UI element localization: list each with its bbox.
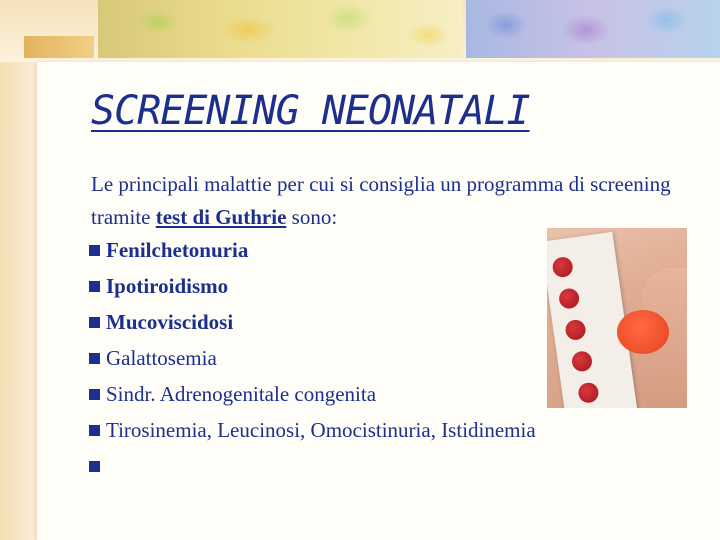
square-bullet-icon: [89, 425, 100, 436]
guthrie-test-keyword: test di Guthrie: [155, 205, 287, 229]
intro-text-after: sono:: [286, 205, 338, 229]
decorative-flower-banner: [466, 0, 720, 58]
square-bullet-icon: [89, 353, 100, 364]
list-item: [89, 376, 536, 412]
square-bullet-icon: [89, 281, 100, 292]
guthrie-card-photo: [547, 228, 687, 408]
list-item: [89, 412, 536, 448]
blood-spot: [551, 256, 574, 279]
list-item-label: Mucoviscidosi: [106, 310, 234, 334]
list-item: [89, 304, 536, 340]
decorative-leaf-banner: [98, 0, 463, 58]
decorative-orange-strip: [24, 36, 94, 58]
fingertip-shape: [617, 310, 669, 354]
list-item: [89, 340, 536, 376]
list-item-label: Sindr. Adrenogenitale congenita: [106, 382, 377, 406]
blood-spot: [577, 381, 600, 404]
list-item-label: Galattosemia: [106, 346, 217, 370]
intro-paragraph: [91, 168, 691, 234]
slide-title: SCREENING NEONATALI: [91, 88, 530, 134]
blood-spot: [571, 350, 594, 373]
square-bullet-icon: [89, 317, 100, 328]
list-item-label: Ipotiroidismo: [106, 274, 229, 298]
list-item-label: Fenilchetonuria: [106, 238, 249, 262]
list-item: [89, 232, 536, 268]
disease-list: [89, 232, 536, 484]
list-item: [89, 448, 536, 484]
list-item-label: Tirosinemia, Leucinosi, Omocistinuria, Istidinemia: [106, 418, 536, 442]
blood-spot: [558, 287, 581, 310]
square-bullet-icon: [89, 389, 100, 400]
intro-text-before: Le principali malattie per cui si consiglia un programma di screening tramite: [91, 172, 671, 229]
square-bullet-icon: [89, 461, 100, 472]
square-bullet-icon: [89, 245, 100, 256]
blood-spot: [564, 319, 587, 342]
list-item: [89, 268, 536, 304]
